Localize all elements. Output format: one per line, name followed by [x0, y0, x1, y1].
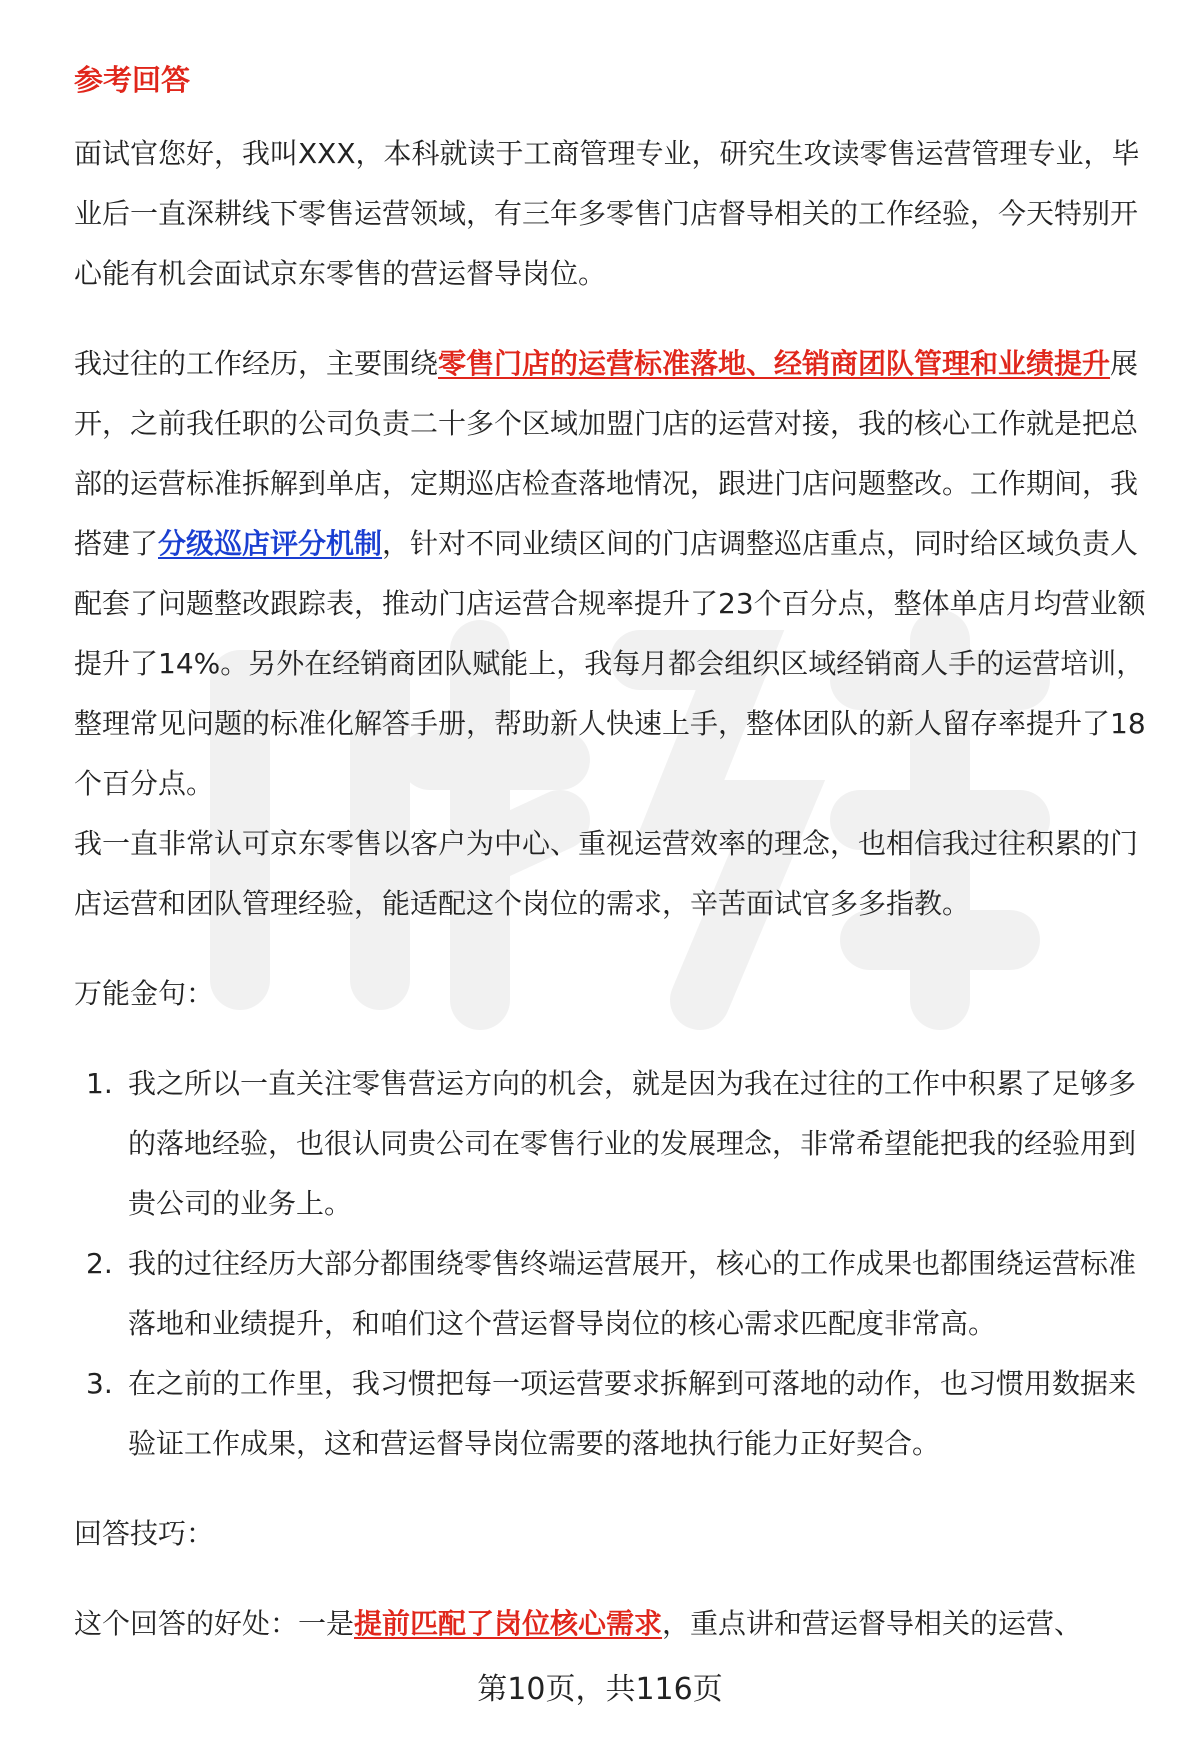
tips-text-2: ，重点讲和营运督导相关的运营、 — [662, 1607, 1083, 1640]
golden-sentences-list — [74, 1054, 1154, 1474]
list-item-text: 我之所以一直关注零售营运方向的机会，就是因为我在过往的工作中积累了足够多的落地经验，也很认同贵公司在零售行业的发展理念，非常希望能把我的经验用到贵公司的业务上。 — [128, 1067, 1137, 1220]
highlight-core-focus: 零售门店的运营标准落地、经销商团队管理和业绩提升 — [438, 347, 1111, 380]
intro-paragraph: 面试官您好，我叫XXX，本科就读于工商管理专业，研究生攻读零售运营管理专业，毕业后一直深耕线下零售运营领域，有三年多零售门店督导相关的工作经验，今天特别开心能有机会面试京东零售的营运督导岗位。 — [74, 137, 1140, 290]
tips-text-1: 这个回答的好处：一是 — [74, 1607, 355, 1640]
list-item-number: 1. — [86, 1067, 113, 1100]
list-item — [74, 1354, 1154, 1474]
section-heading: 参考回答 — [74, 63, 191, 97]
list-item — [74, 1054, 1154, 1234]
answer-tips-paragraph — [74, 1594, 1154, 1654]
list-item — [74, 1234, 1154, 1354]
highlight-inspection-mechanism: 分级巡店评分机制 — [158, 527, 383, 560]
list-item-number: 3. — [86, 1367, 113, 1400]
golden-sentences-title: 万能金句： — [74, 977, 215, 1010]
experience-text-3: ，针对不同业绩区间的门店调整巡店重点，同时给区域负责人配套了问题整改跟踪表，推动门店运营合规率提升了23个百分点，整体单店月均营业额提升了14%。另外在经销商团队赋能上，我每月都会组织区域经销商人手的运营培训，整理常见问题的标准化解答手册，帮助新人快速上手，整体团队的新人留存率提升了18个百分点。 — [74, 527, 1146, 800]
experience-text-1: 我过往的工作经历，主要围绕 — [74, 347, 439, 380]
list-item-number: 2. — [86, 1247, 113, 1280]
page-number-footer: 第10页，共116页 — [477, 1672, 723, 1707]
document-body — [74, 58, 1154, 1654]
experience-text-2: 展开，之前我任职的公司负责二十多个区域加盟门店的运营对接，我的核心工作就是把总部的运营标准拆解到单店，定期巡店检查落地情况，跟进门店问题整改。工作期间，我搭建了 — [74, 347, 1139, 560]
list-item-text: 在之前的工作里，我习惯把每一项运营要求拆解到可落地的动作，也习惯用数据来验证工作成果，这和营运督导岗位需要的落地执行能力正好契合。 — [128, 1367, 1137, 1460]
closing-paragraph: 我一直非常认可京东零售以客户为中心、重视运营效率的理念，也相信我过往积累的门店运营和团队管理经验，能适配这个岗位的需求，辛苦面试官多多指教。 — [74, 827, 1139, 920]
highlight-job-match: 提前匹配了岗位核心需求 — [354, 1607, 663, 1640]
list-item-text: 我的过往经历大部分都围绕零售终端运营展开，核心的工作成果也都围绕运营标准落地和业绩提升，和咱们这个营运督导岗位的核心需求匹配度非常高。 — [128, 1247, 1137, 1340]
answer-tips-title: 回答技巧： — [74, 1517, 215, 1550]
experience-paragraph — [74, 334, 1154, 814]
